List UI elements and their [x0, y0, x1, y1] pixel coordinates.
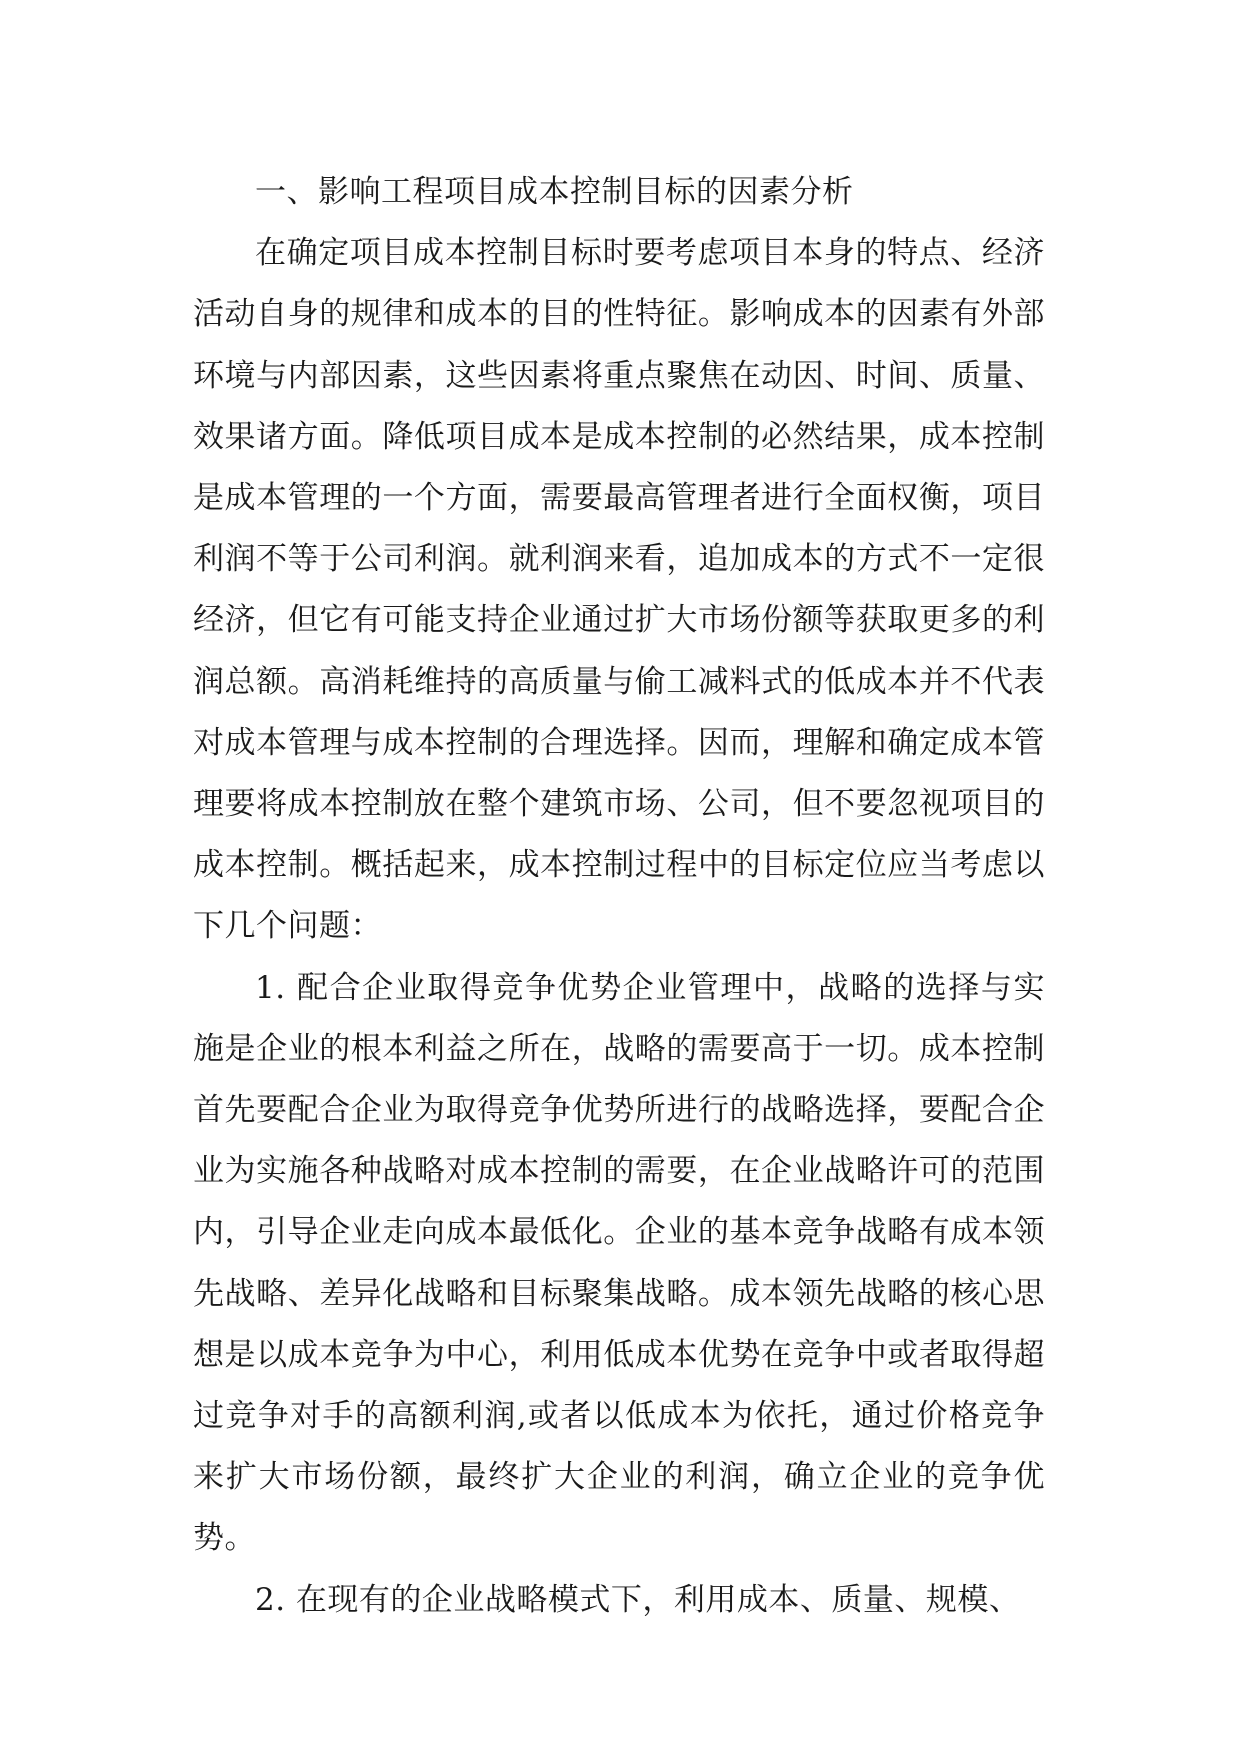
section-heading: 一、影响工程项目成本控制目标的因素分析 [255, 174, 854, 210]
paragraph-point-1: 1. 配合企业取得竞争优势企业管理中，战略的选择与实施是企业的根本利益之所在，战略的需要高于一切。成本控制首先要配合企业为取得竞争优势所进行的战略选择，要配合企业为实施各种战略对成本控制的需要，在企业战略许可的范围内，引导企业走向成本最低化。企业的基本竞争战略有成本领先战略、差异化战略和目标聚集战略。成本领先战略的核心思想是以成本竞争为中心，利用低成本优势在竞争中或者取得超过竞争对手的高额利润,或者以低成本为依托，通过价格竞争来扩大市场份额，最终扩大企业的利润，确立企业的竞争优势。 [193, 969, 1045, 1557]
paragraph-point-2: 2. 在现有的企业战略模式下，利用成本、质量、规模、 [255, 1581, 1021, 1618]
paragraph-intro: 在确定项目成本控制目标时要考虑项目本身的特点、经济活动自身的规律和成本的目的性特征。影响成本的因素有外部环境与内部因素，这些因素将重点聚焦在动因、时间、质量、效果诸方面。降低项目成本是成本控制的必然结果，成本控制是成本管理的一个方面，需要最高管理者进行全面权衡，项目利润不等于公司利润。就利润来看，追加成本的方式不一定很经济，但它有可能支持企业通过扩大市场份额等获取更多的利润总额。高消耗维持的高质量与偷工减料式的低成本并不代表对成本管理与成本控制的合理选择。因而，理解和确定成本管理要将成本控制放在整个建筑市场、公司，但不要忽视项目的成本控制。概括起来，成本控制过程中的目标定位应当考虑以下几个问题： [193, 235, 1045, 945]
document-page [193, 162, 1045, 1631]
